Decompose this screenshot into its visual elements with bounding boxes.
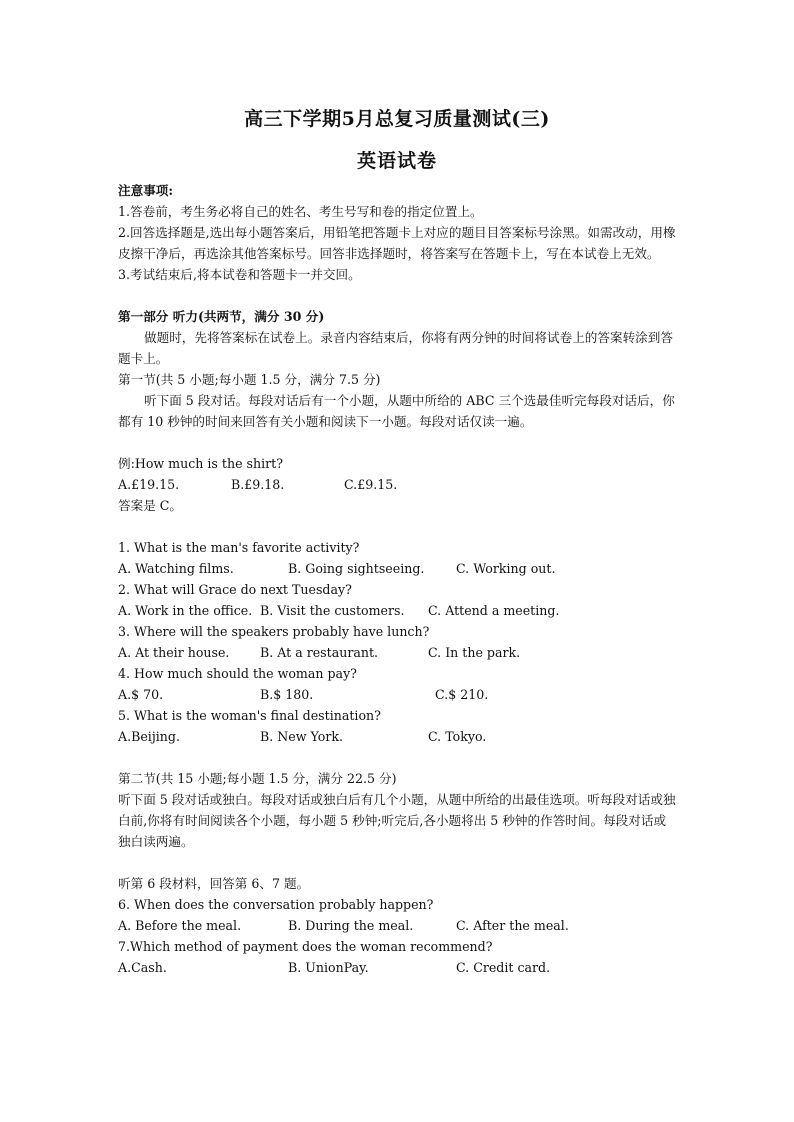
example-option-a: A.£19.15. xyxy=(118,477,180,492)
q7-option-a: A.Cash. xyxy=(118,960,167,975)
question-1: 1. What is the man's favorite activity? xyxy=(118,540,360,555)
q1-option-c: C. Working out. xyxy=(456,561,556,576)
notice-item-1: 1.答卷前，考生务必将自己的姓名、考生号写和卷的指定位置上。 xyxy=(118,204,483,219)
exam-subtitle: 英语试卷 xyxy=(356,150,437,172)
example-answer: 答案是 C。 xyxy=(118,498,183,513)
q3-option-c: C. In the park. xyxy=(428,645,521,660)
q7-option-c: C. Credit card. xyxy=(456,960,551,975)
question-4: 4. How much should the woman pay? xyxy=(118,666,357,681)
question-2-options xyxy=(118,600,678,621)
question-3-options xyxy=(118,642,678,663)
q5-option-a: A.Beijing. xyxy=(118,729,180,744)
section2-heading: 第二节(共 15 小题;每小题 1.5 分，满分 22.5 分) xyxy=(118,771,397,786)
q5-option-b: B. New York. xyxy=(260,729,343,744)
question-6-options xyxy=(118,915,678,936)
section1-instructions: 听下面 5 段对话。每段对话后有一个小题，从题中所给的 ABC 三个选最佳听完每段对话后，你都有 10 秒钟的时间来回答有关小题和阅读下一小题。每段对话仅读一遍。 xyxy=(118,393,675,429)
q4-option-b: B.$ 180. xyxy=(260,687,314,702)
section1-heading: 第一节(共 5 小题;每小题 1.5 分，满分 7.5 分) xyxy=(118,372,381,387)
q4-option-a: A.$ 70. xyxy=(118,687,164,702)
q6-option-c: C. After the meal. xyxy=(456,918,569,933)
example-options xyxy=(118,474,678,495)
section2-instructions: 听下面 5 段对话或独白。每段对话或独白后有几个小题，从题中所给的出最佳选项。听每段对话或独白前,你将有时间阅读各个小题，每小题 5 秒钟;听完后,各小题将出 5 秒钟的作答时间。每段对话或独白读两遍。 xyxy=(118,792,676,849)
q2-option-c: C. Attend a meeting. xyxy=(428,603,560,618)
exam-title: 高三下学期5月总复习质量测试(三) xyxy=(244,108,550,130)
part1-intro: 做题时，先将答案标在试卷上。录音内容结束后，你将有两分钟的时间将试卷上的答案转涂到答题卡上。 xyxy=(118,330,673,366)
part1-heading: 第一部分 听力(共两节，满分 30 分) xyxy=(118,309,325,324)
q5-option-c: C. Tokyo. xyxy=(428,729,487,744)
question-2: 2. What will Grace do next Tuesday? xyxy=(118,582,352,597)
q2-option-a: A. Work in the office. xyxy=(118,603,253,618)
question-3: 3. Where will the speakers probably have lunch? xyxy=(118,624,430,639)
exam-body xyxy=(118,180,678,978)
question-5: 5. What is the woman's final destination? xyxy=(118,708,381,723)
question-7: 7.Which method of payment does the woman recommend? xyxy=(118,939,493,954)
q7-option-b: B. UnionPay. xyxy=(288,960,369,975)
q1-option-a: A. Watching films. xyxy=(118,561,234,576)
q3-option-b: B. At a restaurant. xyxy=(260,645,379,660)
q4-option-c: C.$ 210. xyxy=(435,687,489,702)
q3-option-a: A. At their house. xyxy=(118,645,230,660)
question-6: 6. When does the conversation probably happen? xyxy=(118,897,434,912)
q6-option-b: B. During the meal. xyxy=(288,918,414,933)
question-5-options xyxy=(118,726,678,747)
q2-option-b: B. Visit the customers. xyxy=(260,603,405,618)
notice-item-2: 2.回答选择题是,选出每小题答案后，用铅笔把答题卡上对应的题目目答案标号涂黑。如需改动，用橡皮擦干净后，再选涂其他答案标号。回答非选择题时，将答案写在答题卡上，写在本试卷上无效。 xyxy=(118,225,676,261)
example-option-c: C.£9.15. xyxy=(344,477,398,492)
q1-option-b: B. Going sightseeing. xyxy=(288,561,425,576)
example-question: 例:How much is the shirt? xyxy=(118,456,283,471)
question-7-options xyxy=(118,957,678,978)
question-4-options xyxy=(118,684,678,705)
notice-item-3: 3.考试结束后,将本试卷和答题卡一并交回。 xyxy=(118,267,361,282)
material-6-note: 听第 6 段材料，回答第 6、7 题。 xyxy=(118,876,310,891)
notice-heading: 注意事项: xyxy=(118,183,174,198)
question-1-options xyxy=(118,558,678,579)
q6-option-a: A. Before the meal. xyxy=(118,918,242,933)
example-option-b: B.£9.18. xyxy=(231,477,285,492)
